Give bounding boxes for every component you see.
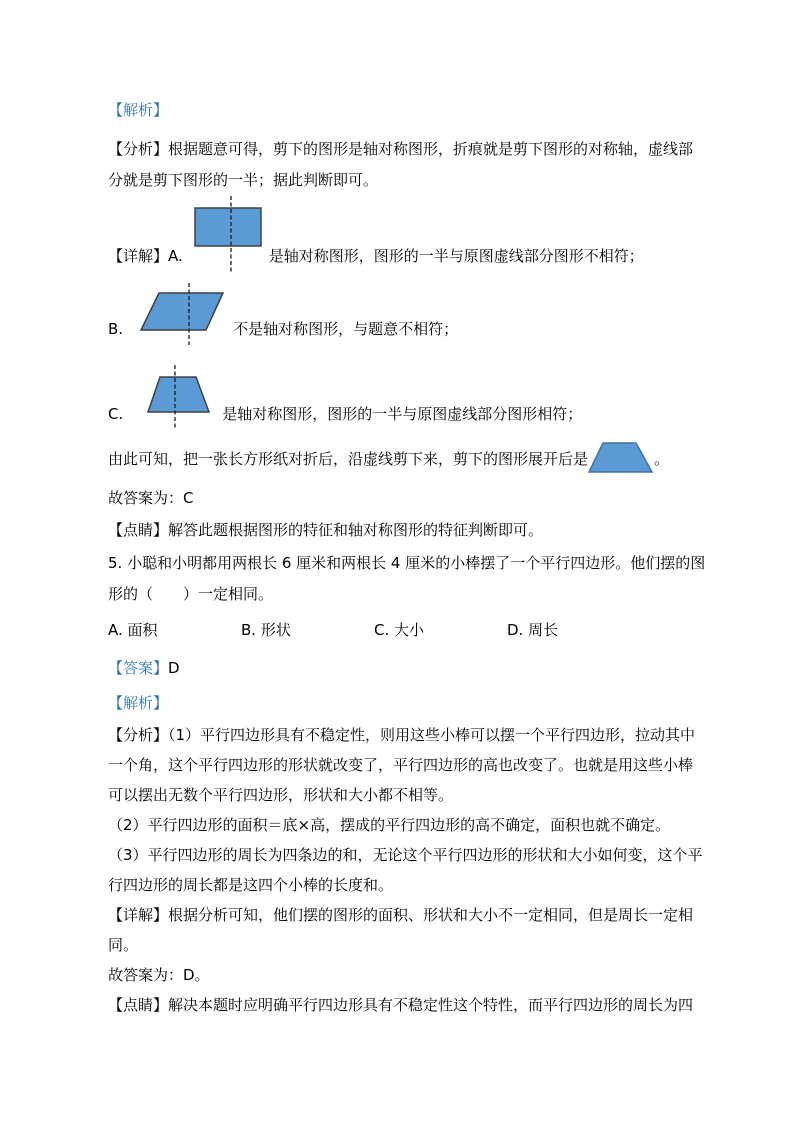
q4-option-c-prefix: C. <box>108 405 124 423</box>
q5-fenxi-paragraph <box>108 720 714 810</box>
q5-fenxi-line-2: 一个角，这个平行四边形的形状就改变了，平行四边形的高也改变了。也就是用这些小棒 <box>108 756 694 774</box>
q5-option-a: A. 面积 <box>108 621 158 639</box>
q5-detail-paragraph <box>108 900 714 960</box>
q5-point3-paragraph <box>108 840 714 900</box>
q5-dianjing-line: 【点睛】解决本题时应明确平行四边形具有不稳定性这个特性，而平行四边形的周长为四 <box>108 996 694 1014</box>
q4-detail-a-prefix: 【详解】A. <box>108 247 183 265</box>
q4-conclusion-row <box>108 442 714 475</box>
parallelogram-fold-figure <box>137 283 229 345</box>
q5-question <box>108 548 714 610</box>
q5-options-row <box>108 615 714 646</box>
q5-fenxi-line-1: 【分析】（1）平行四边形具有不稳定性，则用这些小棒可以摆一个平行四边形，拉动其中 <box>108 726 696 744</box>
q5-answer-label: 【答案】 <box>108 659 169 677</box>
q5-detail-line-1: 【详解】根据分析可知，他们摆的图形的面积、形状和大小不一定相同，但是周长一定相 <box>108 906 694 924</box>
q4-dianjing-line: 【点睛】解答此题根据图形的特征和轴对称图形的特征判断即可。 <box>108 521 544 539</box>
q5-fenxi-line-3: 可以摆出无数个平行四边形，形状和大小都不相等。 <box>108 786 454 804</box>
q5-option-d: D. 周长 <box>507 621 559 639</box>
q5-point2-line: （2）平行四边形的面积＝底×高，摆成的平行四边形的高不确定，面积也就不确定。 <box>108 816 671 834</box>
q4-option-b-text: 不是轴对称图形，与题意不相符； <box>233 320 459 338</box>
q4-option-b-row <box>108 283 714 345</box>
trapezoid-fold-figure <box>140 365 220 430</box>
q5-jiexi-label: 【解析】 <box>108 694 169 712</box>
q4-fenxi-paragraph <box>108 134 714 196</box>
q5-answer-line: 故答案为：D。 <box>108 966 210 984</box>
q4-fenxi-line-2: 分就是剪下图形的一半；据此判断即可。 <box>108 171 379 189</box>
q4-fenxi-line-1: 【分析】根据题意可得，剪下的图形是轴对称图形，折痕就是剪下图形的对称轴，虚线部 <box>108 140 694 158</box>
q5-question-line-2: 形的（ ）一定相同。 <box>108 585 274 603</box>
q5-answer-row <box>108 653 714 684</box>
q4-option-a-text: 是轴对称图形，图形的一半与原图虚线部分图形不相符； <box>268 247 644 265</box>
q4-jiexi-label: 【解析】 <box>108 101 169 119</box>
q4-conclusion-after: 。 <box>654 450 670 468</box>
q5-point3-line-1: （3）平行四边形的周长为四条边的和，无论这个平行四边形的形状和大小如何变，这个平 <box>108 846 703 864</box>
q4-option-b-prefix: B. <box>108 320 124 338</box>
q5-option-c: C. 大小 <box>374 621 425 639</box>
q5-point3-line-2: 行四边形的周长都是这四个小棒的长度和。 <box>108 876 394 894</box>
q4-answer-line: 故答案为：C <box>108 489 194 507</box>
q5-answer-value: D <box>168 659 180 677</box>
result-trapezoid-figure <box>588 442 654 473</box>
q4-option-a-row <box>108 196 714 272</box>
rectangle-fold-figure <box>187 196 267 272</box>
q5-question-line-1: 5. 小聪和小明都用两根长 6 厘米和两根长 4 厘米的小棒摆了一个平行四边形。他们摆的图 <box>108 554 706 572</box>
q4-conclusion-before: 由此可知，把一张长方形纸对折后，沿虚线剪下来，剪下的图形展开后是 <box>108 450 589 468</box>
q4-option-c-text: 是轴对称图形，图形的一半与原图虚线部分图形相符； <box>222 405 583 423</box>
q5-detail-line-2: 同。 <box>108 936 139 954</box>
q5-option-b: B. 形状 <box>241 621 291 639</box>
q4-option-c-row <box>108 365 714 430</box>
